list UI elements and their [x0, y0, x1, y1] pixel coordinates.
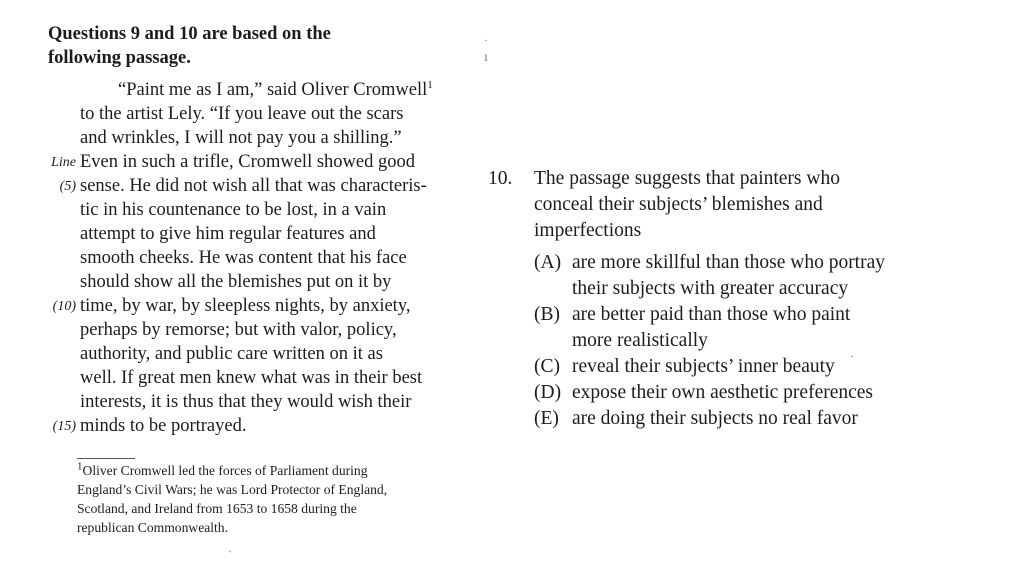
passage-line	[0, 102, 470, 126]
question-stem-line: imperfections	[534, 220, 642, 241]
passage	[0, 78, 470, 438]
answer-option-a[interactable]	[488, 250, 1008, 302]
line-label: Line	[51, 155, 76, 170]
passage-line	[0, 150, 470, 174]
footnote-line: England’s Civil Wars; he was Lord Protector of England,	[77, 482, 388, 497]
option-text: reveal their subjects’ inner beauty	[572, 356, 835, 377]
passage-line	[0, 222, 470, 246]
option-text: are more skillful than those who portray	[572, 252, 885, 273]
passage-line-text: smooth cheeks. He was content that his face	[80, 248, 407, 268]
option-text: are better paid than those who paint	[572, 304, 851, 325]
scan-speck: ·	[850, 349, 854, 363]
footnote-marker: 1	[77, 460, 83, 473]
passage-line	[0, 198, 470, 222]
option-letter: (A)	[534, 252, 562, 273]
passage-line	[0, 294, 470, 318]
footnote-rule	[77, 458, 135, 459]
passage-line-text: Even in such a trifle, Cromwell showed good	[80, 152, 415, 172]
scan-tick: ı	[484, 50, 488, 65]
question-number: 10.	[488, 168, 513, 189]
passage-line	[0, 174, 470, 198]
option-letter: (E)	[534, 408, 559, 429]
passage-line	[0, 366, 470, 390]
footnote-reference: 1	[427, 78, 433, 91]
passage-line-text: time, by war, by sleepless nights, by anxiety,	[80, 296, 411, 316]
answer-option-b[interactable]	[488, 302, 1008, 354]
line-number: (5)	[59, 179, 76, 194]
passage-line	[0, 78, 470, 102]
footnote-line: Scotland, and Ireland from 1653 to 1658 during the	[77, 501, 357, 516]
passage-heading	[48, 22, 408, 70]
answer-option-d[interactable]	[488, 380, 1008, 406]
passage-line-text: to the artist Lely. “If you leave out the scars	[80, 104, 404, 124]
option-letter: (B)	[534, 304, 560, 325]
passage-line-text: should show all the blemishes put on it by	[80, 272, 392, 292]
passage-line	[0, 390, 470, 414]
line-number: (15)	[52, 419, 76, 434]
question-10	[488, 166, 1008, 432]
passage-line	[0, 414, 470, 438]
answer-option-e[interactable]	[488, 406, 1008, 432]
question-stem-line: 10. The passage suggests that painters who	[488, 166, 1008, 192]
passage-line	[0, 270, 470, 294]
passage-line-text: and wrinkles, I will not pay you a shilling.”	[80, 128, 402, 148]
option-letter: (D)	[534, 382, 562, 403]
footnote-line: republican Commonwealth.	[77, 520, 229, 535]
passage-line	[0, 246, 470, 270]
line-number: (10)	[52, 299, 76, 314]
option-letter: (C)	[534, 356, 560, 377]
option-text: are doing their subjects no real favor	[572, 408, 858, 429]
footnote-line: $^1$Oliver Cromwell led the forces of Parliament during	[77, 460, 368, 478]
passage-line-text: tic in his countenance to be lost, in a vain	[80, 200, 387, 220]
scan-speck: ·	[484, 33, 488, 47]
passage-line-text: minds to be portrayed.	[80, 416, 247, 436]
passage-line-text: well. If great men knew what was in their best	[80, 368, 423, 388]
heading-line-1: Questions 9 and 10 are based on the	[48, 24, 331, 44]
passage-line	[0, 318, 470, 342]
question-stem-line: conceal their subjects’ blemishes and	[534, 194, 823, 215]
heading-line-2: following passage.	[48, 48, 191, 68]
passage-line-text: “Paint me as I am,” said Oliver Cromwell	[118, 80, 428, 100]
footnote	[77, 458, 437, 537]
passage-line-text: perhaps by remorse; but with valor, policy,	[80, 320, 397, 340]
option-text: more realistically	[572, 330, 708, 351]
passage-line-text: authority, and public care written on it as	[80, 344, 383, 364]
answer-option-c[interactable]	[488, 354, 1008, 380]
passage-line-text: sense. He did not wish all that was characteris-	[80, 176, 427, 196]
option-text: their subjects with greater accuracy	[572, 278, 849, 299]
passage-line	[0, 342, 470, 366]
passage-line	[0, 126, 470, 150]
option-text: expose their own aesthetic preferences	[572, 382, 874, 403]
scan-speck: ˏ	[228, 539, 232, 553]
passage-line-text: attempt to give him regular features and	[80, 224, 376, 244]
passage-line-text: interests, it is thus that they would wish their	[80, 392, 412, 412]
